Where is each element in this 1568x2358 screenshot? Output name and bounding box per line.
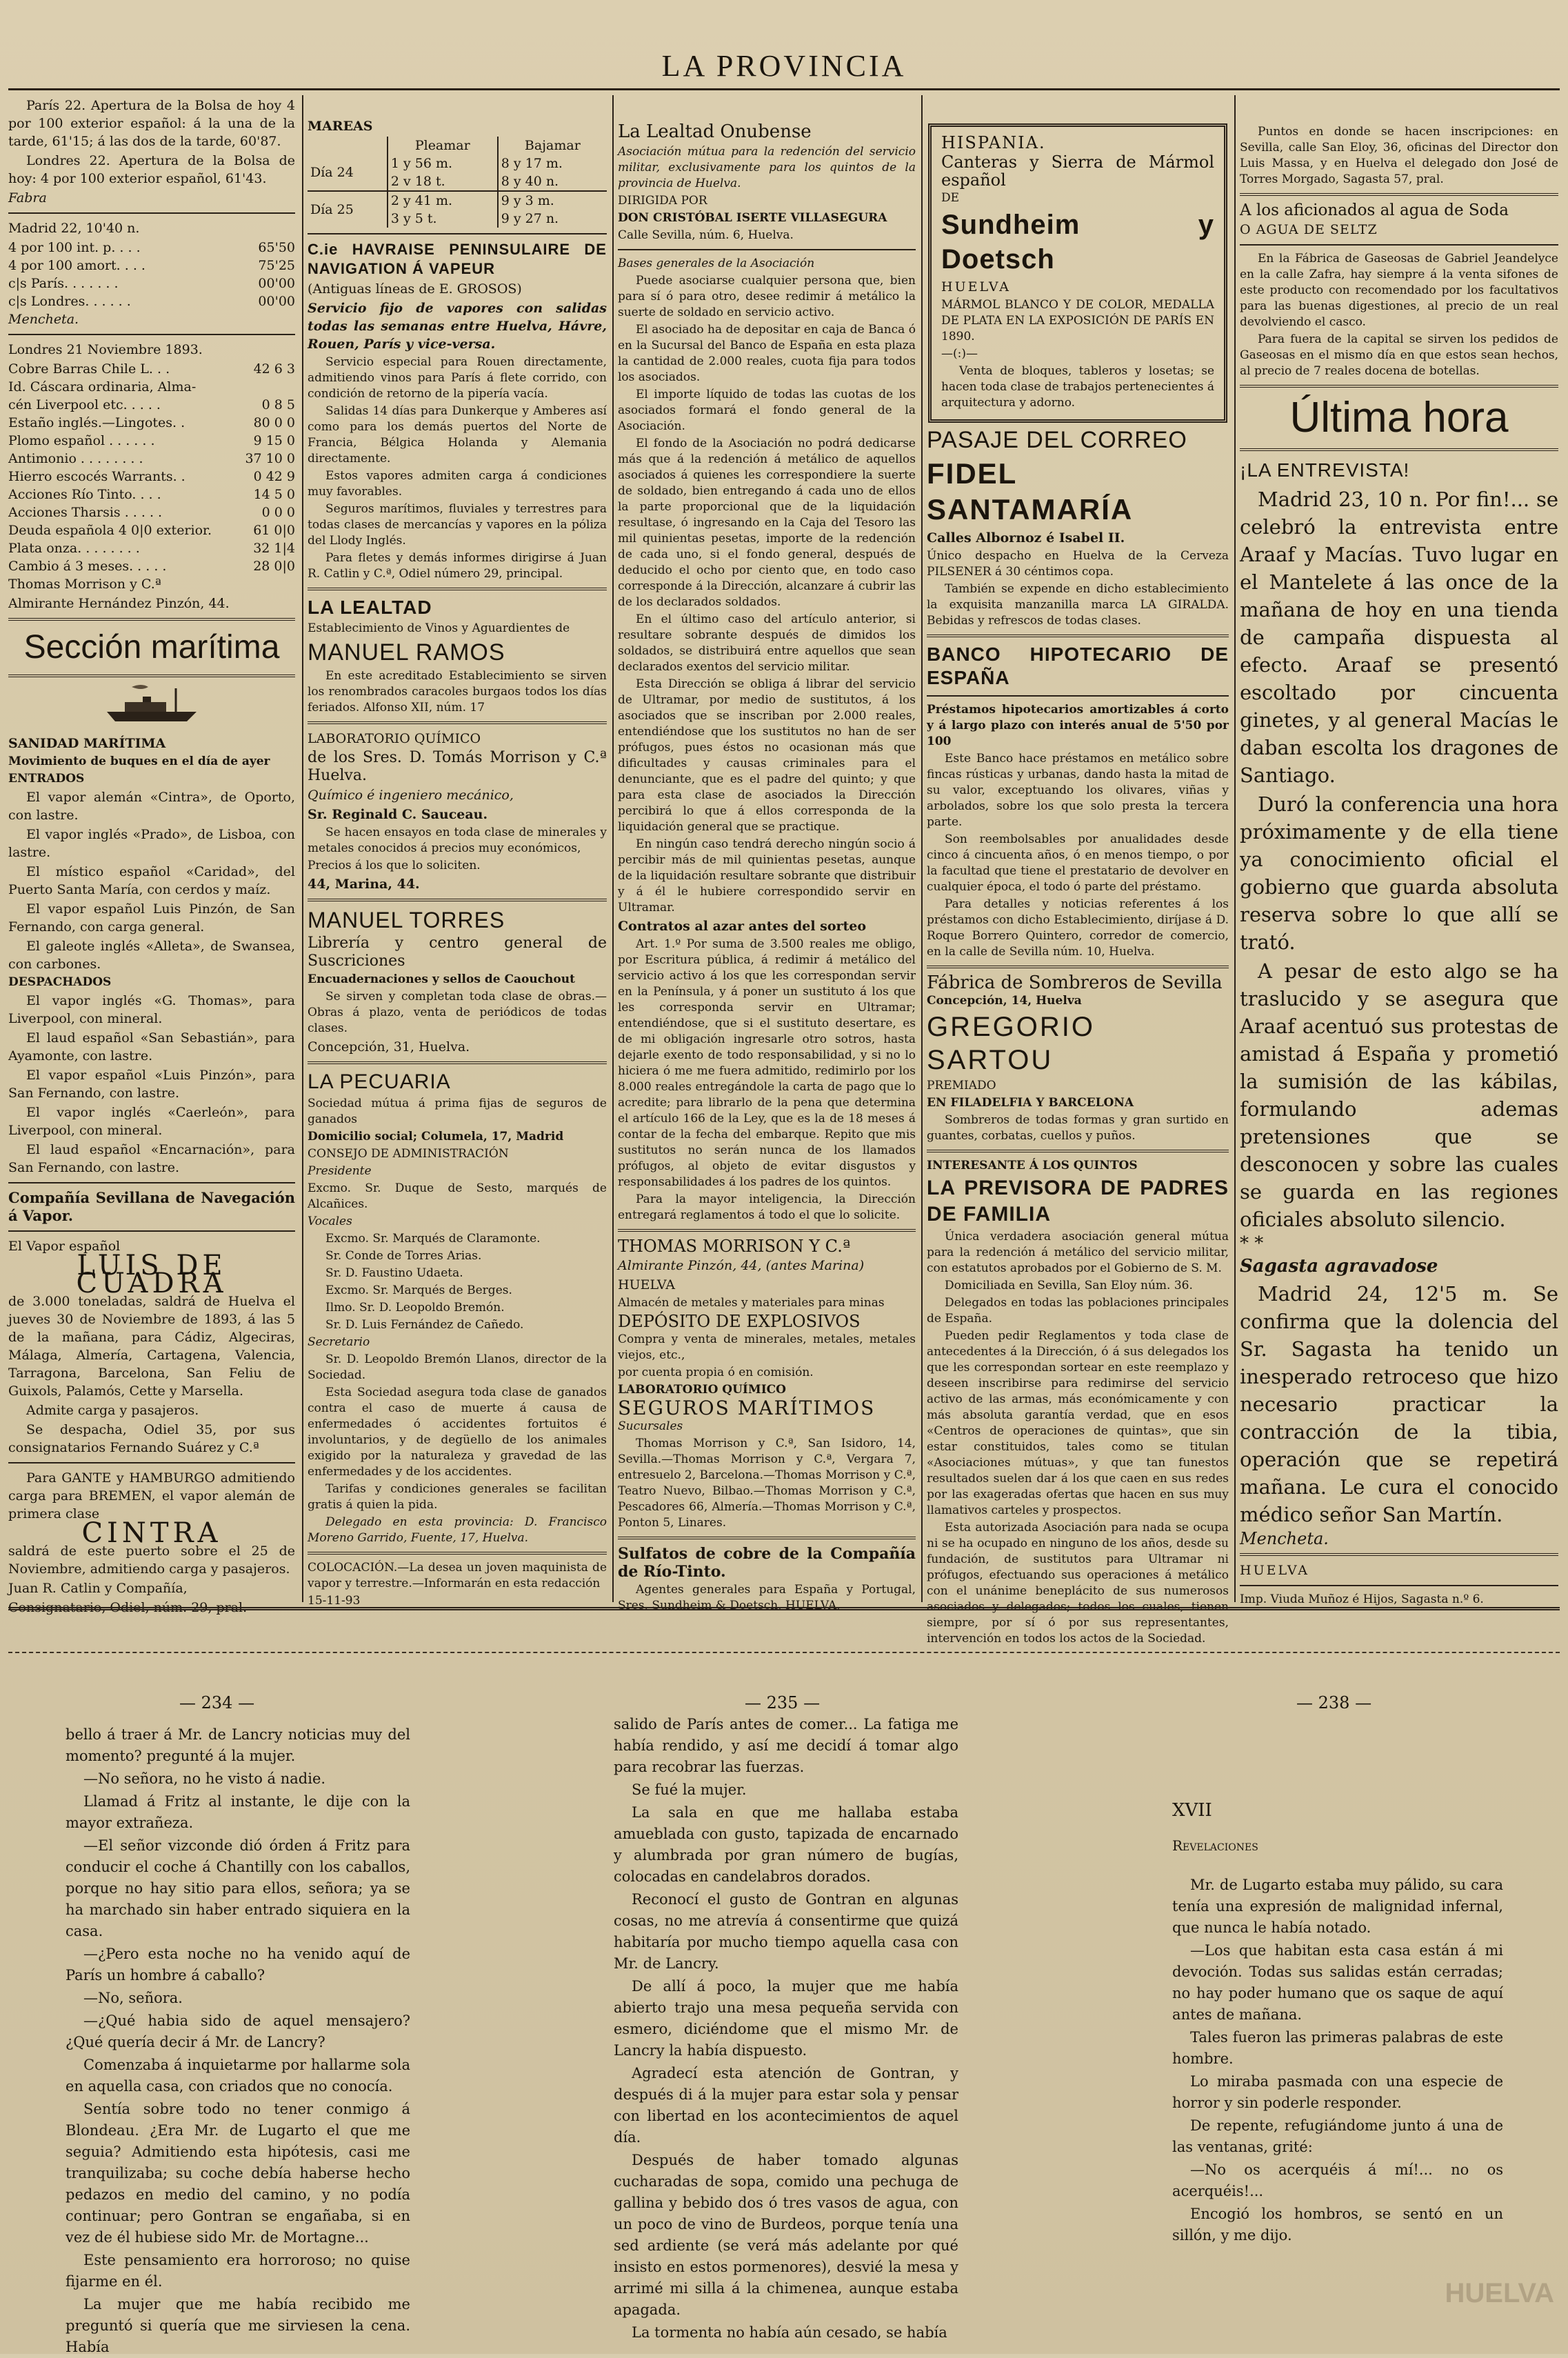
previsora-paragraphs — [927, 1229, 1229, 1647]
paragraph: Después de haber tomado algunas cucharadas de sopa, comido una pechuga de gallina y bebido dos ó tres vasos de agua, con un poco de vino de Burdeos, porque tenía una sed ardiente (se verá más adelante por qué insisto en estos pormenores), desvié la mesa y arrimé mi silla á la chimenea, aunque estaba apagada. — [614, 2152, 958, 2318]
masthead: LA PROVINCIA — [661, 49, 907, 83]
compania-sevillana: Compañía Sevillana de Navegación á Vapor. — [8, 1189, 295, 1224]
quote-row — [8, 503, 295, 521]
quote-row — [8, 468, 295, 486]
quote-row — [8, 274, 295, 292]
paragraph: El importe líquido de todas las cuotas de los asociados formará el fondo general de la Asociación. — [618, 388, 916, 433]
gregorio-sartou: GREGORIO SARTOU — [927, 1012, 1096, 1075]
paragraph: Este pensamiento era horroroso; no quise fijarme en él. — [66, 2252, 410, 2290]
paragraph: A pesar de esto algo se ha traslucido y se asegura que Araaf acentuó sus protestas de amistad á España y prometió la sumisión de las kábilas, formulando ademas pretensiones que se desconocen y sobre las cuales se guarda en las regiones oficiales absoluto silencio. — [1240, 959, 1558, 1231]
paragraph: Lo miraba pasmada con una especie de horror y sin poderle responder. — [1172, 2073, 1503, 2111]
archive-watermark: HUELVA — [1445, 2278, 1554, 2308]
quote-row — [8, 450, 295, 468]
quote-label: Hierro escocés Warrants. . — [8, 469, 185, 484]
londres-date: Londres 21 Noviembre 1893. — [8, 342, 203, 357]
page-number-238: — 238 — — [1296, 1693, 1372, 1712]
quote-label: Plomo español . . . . . . — [8, 433, 155, 448]
list-item: El laud español «San Sebastián», para Ayamonte, con lastre. — [8, 1030, 295, 1063]
paragraph: Delegados en todas las poblaciones principales de España. — [927, 1296, 1229, 1326]
quote-value: 0 8 5 — [261, 397, 295, 412]
lab-title: LABORATORIO QUÍMICO — [308, 731, 481, 746]
column-market-maritime — [8, 97, 295, 1615]
fidel-santamaria: FIDEL SANTAMARÍA — [927, 457, 1134, 526]
sundheim-doetsch: Sundheim y Doetsch — [941, 210, 1214, 274]
torres-title: MANUEL TORRES — [308, 908, 505, 932]
quote-row — [8, 539, 295, 557]
paragraph: El fondo de la Asociación no podrá dedicarse más que á la redención á metálico de aquellos asociados á quienes les correspondiere la suerte de soldado, bien entregando á cada uno de ellos la parte proporcional que de la liquidación resultase, ó ingresando en la Caja del Tesoro las mil quinientas pesetas, importe de la redención de cada uno, si el fondo general, después de deducido el ocho por ciento que, en todo caso corresponde á la Dirección, alcanzare á cubrir las de los declarados soldados. — [618, 437, 916, 609]
quote-row — [8, 414, 295, 432]
column-ultima-hora: Puntos en donde se hacen inscripciones: en Sevilla, calle San Eloy, 36, oficinas del Director don Luis Massa, y en Huelva el delegado don José de Torres Morgado, Sagasta 57, pral. A los aficionados al agua de Soda O AGUA DE SELTZ En la Fábrica de Gaseosas de Gabriel Jeandelyce en la calle Zafra, hay siempre á la venta sifones de este producto con recomendado por los facultativos para las buenas digestiones, al precio de un real devolviendo el casco. Para fuera de la capital se sirven los pedidos de Gaseosas en el mismo día en que estos sean hechos, al precio de 7 reales docena de botellas. Última hora ¡LA ENTREVISTA! Madrid 23, 10 n. Por fin!... se celebró la entrevista entre Araaf y Macías. Tuvo lugar en el Mantelete á las once de la mañana de hoy en una tienda de campaña dispuesta al efecto. Araaf se presentó escoltado por cincuenta ginetes, y al general Macías le daban escolta los dragones de Santiago. Duró la conferencia una hora próximamente y de ella tiene ya conocimiento oficial el gobierno que guarda absoluta reserva sobre lo que allí se trató. A pesar de esto algo se ha traslucido y se asegura que Araaf acentuó sus protestas de amistad á España y prometió la sumisión de las kábilas, formulando ademas pretensiones que se desconocen y sobre las cuales se guarda en las regiones oficiales absoluto silencio. * * Sagasta agravadose Madrid 24, 12'5 m. Se confirma que la dolencia del Sr. Sagasta ha tenido un inesperado retroceso que hizo necesario practicar la contracción de la tibia, operación que se repetirá mañana. Le cura el conocido médico señor San Martín. Mencheta. HUELVA Imp. Viuda Muñoz é Hijos, Sagasta n.º 6. — [1240, 125, 1558, 1606]
quote-value: 28 0|0 — [253, 559, 295, 574]
paragraph: El asociado ha de depositar en caja de Banca ó en la Sucursal del Banco de España en esta plaza la cantidad de 2.000 reales, cuota fija para todos los asociados. — [618, 323, 916, 384]
entrevista-paragraphs — [1240, 486, 1558, 1233]
column-rule — [302, 95, 303, 1602]
mareas-title: MAREAS — [308, 119, 373, 134]
quote-row — [8, 557, 295, 575]
quote-row — [8, 257, 295, 274]
page-number-234: — 234 — — [179, 1693, 255, 1712]
paragraph: Puede asociarse cualquier persona que, bien para sí ó para otro, desee redimir á metálico la suerte de soldado en servicio activo. — [618, 274, 916, 319]
paragraph: Duró la conferencia una hora próximamente y de ella tiene ya conocimiento oficial el gobierno que guarda absoluta reserva sobre lo que allí se trató. — [1240, 792, 1558, 954]
steamship-icon — [100, 683, 203, 724]
agents-address: Almirante Hernández Pinzón, 44. — [8, 596, 230, 611]
quote-value: 80 0 0 — [253, 415, 295, 430]
paragraph: salido de París antes de comer... La fatiga me había rendido, y así me decidí á tomar algo para recobrar las fuerzas. — [614, 1716, 958, 1775]
chapter-number: XVII — [1172, 1800, 1212, 1821]
madrid-date: Madrid 22, 10'40 n. — [8, 221, 140, 236]
day-24: Día 24 — [310, 165, 354, 180]
quote-label: c|s Londres. . . . . . — [8, 294, 131, 309]
bajamar-label: Bajamar — [498, 137, 607, 154]
london-quotes — [8, 360, 295, 575]
cuadra-text2: Admite carga y pasajeros. — [26, 1403, 199, 1418]
quote-label: c|s París. . . . . . . — [8, 276, 119, 291]
paragraph: Reconocí el gusto de Gontran en algunas cosas, no me atrevía á consentirme que quizá habitaría por mucho tiempo aquella casa con Mr. de Lancry. — [614, 1891, 958, 1972]
folletin-page-234 — [66, 1724, 410, 2355]
quote-label: cén Liverpool etc. . . . . — [8, 397, 161, 412]
paragraph: Madrid 23, 10 n. Por fin!... se celebró la entrevista entre Araaf y Macías. Tuvo lugar en el Mantelete á las once de la mañana de hoy en una tienda de campaña dispuesta al efecto. Araaf se presentó escoltado por cincuenta ginetes, y al general Macías le daban escolta los dragones de Santiago. — [1240, 488, 1558, 787]
paragraph: De repente, refugiándome junto á una de las ventanas, grité: — [1172, 2117, 1503, 2155]
paragraph: Comenzaba á inquietarme por hallarme sola en aquella casa, con criados que no conocía. — [66, 2057, 410, 2095]
paragraph: Se fué la mujer. — [632, 1781, 747, 1798]
quote-row — [8, 378, 295, 396]
paragraph: Mr. de Lugarto estaba muy pálido, su cara tenía una expresión de malignidad infernal, que nunca le había notado. — [1172, 1877, 1503, 1936]
quote-value: 75'25 — [258, 258, 295, 273]
chapter-text — [1172, 1875, 1503, 2246]
folletin-rule — [8, 1607, 1560, 1610]
quote-label: Id. Cáscara ordinaria, Alma- — [8, 379, 197, 394]
ship-illustration — [8, 683, 295, 729]
list-item: Excmo. Sr. Marqués de Claramonte. — [325, 1232, 541, 1246]
paragraph: Agradecí esta atención de Gontran, y después di á la mujer para estar sola y pensar con libertad en los acontecimientos de aquel día. — [614, 2065, 958, 2146]
quote-row — [8, 486, 295, 503]
quote-row — [8, 239, 295, 257]
quote-row — [8, 292, 295, 310]
quote-value: 00'00 — [258, 276, 295, 291]
quote-value: 0 0 0 — [261, 505, 295, 520]
quote-row — [8, 396, 295, 414]
cie-service: Servicio fijo de vapores con salidas todas las semanas entre Huelva, Hávre, Rouen, París y vice-versa. — [308, 301, 607, 352]
list-item: El vapor inglés «Prado», de Lisboa, con lastre. — [8, 827, 295, 860]
masthead-rule — [8, 88, 1560, 90]
column-lealtad-onubense: La Lealtad Onubense Asociación mútua para la redención del servicio militar, exclusivamente para los quintos de la provincia de Huelva. DIRIGIDA POR DON CRISTÓBAL ISERTE VILLASEGURA Calle Sevilla, núm. 6, Huelva. Bases generales de la Asociación Puede asociarse cualquier persona que, bien para sí ó para otro, desee redimir á metálico la suerte de soldado en servicio activo. El asociado ha de depositar en caja de Banca ó en la Sucursal del Banco de España en esta plaza la cantidad de 2.000 reales, cuota fija para todos los asociados. El importe líquido de todas las cuotas de los asociados formará el fondo general de la Asociación. El fondo de la Asociación no podrá dedicarse más que á la redención á metálico de aquellos asociados á quienes les correspondiere la suerte de soldado, bien entregando á cada uno de ellos la parte proporcional que de la liquidación resultase, ó ingresando en la Caja del Tesoro las mil quinientas pesetas, importe de la redención de cada uno, si el fondo general, después de deducido el ocho por ciento que, en todo caso corresponde á la Dirección, alcanzare á cubrir las de los declarados soldados. En el último caso del artículo anterior, si resultare sobrante después de dimidos los soldados, se distribuirá entre aquellos que sean declarados exentos del servicio militar. Esta Dirección se obliga á librar del servicio de Ultramar, por medio de sustitutos, á los asociados que se inscriban por 2.000 reales, entendiéndose que los sustitutos no han de ser prófugos, pues éstos no ocasionan más que dificultades y causas criminales para el denunciante, que es el padre del quinto; y que para esta clase de asociados la Dirección percibirá lo que á ellos corresponda de la liquidación general que se practique. En ningún caso tendrá derecho ningún socio á percibir más de mil quinientas pesetas, aunque de la liquidación resultare sobrante que distribuir y á él le hubiere correspondido servir en Ultramar. Contratos al azar antes del sorteo Art. 1.º Por suma de 3.500 reales me obligo, por Escritura pública, á redimir á metálico del servicio activo á los que les correspondan servir en la Península, y á poner un sustituto á los que les corresponda servir en Ultramar; entendiéndose, que si el sustituto desertare, es de mi obligación ingresarle otro sotros, hasta dejarle exento de todo responsabilidad, y si no lo hiciera ó me me fuera admitido, redimirlo por los 8.000 reales entregándole la carta de pago que lo acredite; para librarlo de la pena que determina el artículo 166 de la Ley, que es la de 18 meses á contar de la fecha del embarque. Repito que mis sustitutos no serán nunca de los llamados prófugos, al objeto de evitar disgustos y responsabilidades á los padres de los quintos. Para la mayor inteligencia, la Dirección entregará reglamentos á todo el que lo solicite. THOMAS MORRISON Y C.ª Almirante Pinzón, 44, (antes Marina) HUELVA Almacén de metales y materiales para minas DEPÓSITO DE EXPLOSIVOS Compra y venta de minerales, metales, metales viejos, etc., por cuenta propia ó en comisión. LABORATORIO QUÍMICO SEGUROS MARÍTIMOS Sucursales Thomas Morrison y C.ª, San Isidoro, 14, Sevilla.—Thomas Morrison y C.ª, Vergara 7, entresuelo 2, Barcelona.—Thomas Morrison y C.ª, Teatro Nuevo, Bilbao.—Thomas Morrison y C.ª, Pescadores 66, Almería.—Thomas Morrison y C.ª, Ponton 5, Linares. Sulfatos de cobre de la Compañía de Río-Tinto. Agentes generales para España y Portugal, Sres. Sundheim & Doetsch. HUELVA. — [618, 121, 916, 1612]
sagasta-heading: Sagasta agravadose — [1240, 1256, 1438, 1277]
movimiento: Movimiento de buques en el día de ayer — [8, 755, 270, 768]
quote-label: Acciones Tharsis . . . . . — [8, 505, 163, 520]
paragraph: Para detalles y noticias referentes á los préstamos con dicho Establecimiento, diríjase á D. Roque Borrero Quintero, corredor de comercio, en la calle de Sevilla núm. 10, Huelva. — [927, 897, 1229, 959]
paragraph: —Los que habitan esta casa están á mi devoción. Todas sus salidas están cerradas; no hay poder humano que os saque de aquí antes de mañana. — [1172, 1942, 1503, 2023]
quote-value: 00'00 — [258, 294, 295, 309]
quote-label: Antimonio . . . . . . . . — [8, 451, 143, 466]
paragraph: —¿Pero esta noche no ha venido aquí de París un hombre á caballo? — [66, 1946, 410, 1984]
ship-luis-de-cuadra: LUIS DE CUADRA — [76, 1250, 228, 1299]
agents: Thomas Morrison y C.ª — [8, 577, 161, 592]
entrados-heading: ENTRADOS — [8, 772, 85, 786]
folletin-page-235 — [614, 1714, 958, 2341]
ultima-hora-title: Última hora — [1289, 394, 1509, 441]
paragraph: Domiciliada en Sevilla, San Eloy núm. 36. — [945, 1279, 1193, 1292]
column-mareas-ads: MAREAS Pleamar Bajamar Día 24 1 y 56 m. 8 y 17 m. 2 v 18 t. 8 y 40 n. Día 25 2 y 41 m. 9 y 3 m. 3 y 5 t. 9 y 27 n. C.ie HAVRAISE PENINSULAIRE DE NAVIGATION Á VAPEUR (Antiguas líneas de E. GROSOS) Servicio fijo de vapores con salidas todas las semanas entre Huelva, Hávre, Rouen, París y vice-versa. Servicio especial para Rouen directamente, admitiendo vinos para París á flete corrido, con condición de retorno de la pipería vacía. Salidas 14 días para Dunkerque y Amberes así como para los demás puertos del Norte de Francia, Bélgica Holanda y Alemania directamente. Estos vapores admiten carga á condiciones muy favorables. Seguros marítimos, fluviales y terrestres para todas clases de mercancías y vapores en la póliza del Llody Inglés. Para fletes y demás informes dirigirse á Juan R. Catlin y C.ª, Odiel número 29, principal. LA LEALTAD Establecimiento de Vinos y Aguardientes de MANUEL RAMOS En este acreditado Establecimiento se sirven los renombrados caracoles burgaos todos los días feriados. Alfonso XII, núm. 17 LABORATORIO QUÍMICO de los Sres. D. Tomás Morrison y C.ª Huelva. Químico é ingeniero mecánico, Sr. Reginald C. Sauceau. Se hacen ensayos en toda clase de minerales y metales conocidos á precios muy económicos, Precios á los que lo soliciten. 44, Marina, 44. MANUEL TORRES Librería y centro general de Suscriciones Encuadernaciones y sellos de Caouchout Se sirven y completan toda clase de obras.—Obras á plazo, venta de periódicos de todas clases. Concepción, 31, Huelva. LA PECUARIA Sociedad mútua á prima fijas de seguros de ganados Domicilio social; Columela, 17, Madrid CONSEJO DE ADMINISTRACIÓN Presidente Excmo. Sr. Duque de Sesto, marqués de Alcañices. Vocales Excmo. Sr. Marqués de Claramonte. Sr. Conde de Torres Arias. Sr. D. Faustino Udaeta. Excmo. Sr. Marqués de Berges. Ilmo. Sr. D. Leopoldo Bremón. Sr. D. Luis Fernández de Cañedo. Secretario Sr. D. Leopoldo Bremón Llanos, director de la Sociedad. Esta Sociedad asegura toda clase de ganados contra el caso de muerte á causa de enfermedades ó accidentes fortuitos é involuntarios, y de degüello de los animales exigido por la naturaleza y gravedad de las enfermedades y de los accidentes. Tarifas y condiciones generales se facilitan gratis á quien la pida. Delegado en esta provincia: D. Francisco Moreno Garrido, Fuente, 17, Huelva. COLOCACIÓN.—La desea un joven maquinista de vapor y terrestre.—Informarán en esta redacción 15-11-93 — [308, 119, 607, 1608]
ship-cintra: CINTRA — [81, 1517, 222, 1549]
paragraph: —¿Qué habia sido de aquel mensajero? ¿Qué quería decir á Mr. de Lancry? — [66, 2012, 410, 2050]
quote-label: Estaño inglés.—Lingotes. . — [8, 415, 185, 430]
paragraph: —No, señora. — [83, 1990, 183, 2006]
sanidad-title: SANIDAD MARÍTIMA — [8, 736, 166, 751]
list-item: El vapor alemán «Cintra», de Oporto, con lastre. — [8, 790, 295, 823]
lealtad-name: MANUEL RAMOS — [308, 639, 505, 666]
vocales-list — [308, 1231, 607, 1333]
folletin-cut-line — [8, 1652, 1560, 1653]
paragraph: Tales fueron las primeras palabras de este hombre. — [1172, 2029, 1503, 2067]
quote-label: Cambio á 3 meses. . . . . — [8, 559, 167, 574]
list-item: Ilmo. Sr. D. Leopoldo Bremón. — [325, 1301, 505, 1315]
list-item: El místico español «Caridad», del Puerto Santa María, con cerdos y maíz. — [8, 864, 295, 897]
despachados-heading: DESPACHADOS — [8, 975, 112, 989]
quote-row — [8, 521, 295, 539]
list-item: El vapor español «Luis Pinzón», para San Fernando, con lastre. — [8, 1068, 295, 1101]
column-rule — [921, 95, 923, 1602]
page-number-235: — 235 — — [745, 1693, 821, 1712]
signature-fabra: Fabra — [8, 190, 47, 206]
paragraph: La sala en que me hallaba estaba amueblada con gusto, tapizada de encarnado y alumbrada por gran número de bugías, colocadas en candelabros dorados. — [614, 1804, 958, 1885]
column-commercial-ads: HISPANIA. Canteras y Sierra de Mármol español DE Sundheim y Doetsch HUELVA MÁRMOL BLANCO Y DE COLOR, MEDALLA DE PLATA EN LA EXPOSICIÓN DE PARÍS EN 1890. —(:)— Venta de bloques, tableros y losetas; se hacen toda clase de trabajos pertenecientes á arquitectura y adorno. PASAJE DEL CORREO FIDEL SANTAMARÍA Calles Albornoz é Isabel II. Único despacho en Huelva de la Cerveza PILSENER á 30 céntimos copa. También se expende en dicho establecimiento la exquisita manzanilla marca LA GIRALDA. Bebidas y refrescos de todas clases. BANCO HIPOTECARIO DE ESPAÑA Préstamos hipotecarios amortizables á corto y á largo plazo con interés anual de 5'50 por 100 Este Banco hace préstamos en metálico sobre fincas rústicas y urbanas, dando hasta la mitad de su valor, exceptuando los olivares, viñas y arbolados, sobre los que solo presta la tercera parte. Son reembolsables por anualidades desde cinco á cincuenta años, ó en menos tiempo, o por la facultad que tiene el prestatario de devolver en cualquier época, el todo ó parte del préstamo. Para detalles y noticias referentes á los préstamos con dicho Establecimiento, diríjase á D. Roque Borrero Quintero, corredor de comercio, en la calle de Sevilla núm. 10, Huelva. Fábrica de Sombreros de Sevilla Concepción, 14, Huelva GREGORIO SARTOU PREMIADO EN FILADELFIA Y BARCELONA Sombreros de todas formas y gran surtido en guantes, corbatas, cuellos y puños. INTERESANTE Á LOS QUINTOS LA PREVISORA DE PADRES DE FAMILIA Única verdadera asociación general mútua para la redención á metálico del servicio militar, con estatutos aprobados por el Gobierno de S. M. Domiciliada en Sevilla, San Eloy núm. 36. Delegados en todas las poblaciones principales de España. Pueden pedir Reglamentos y toda clase de antecedentes á la Dirección, ó á sus delegados los que les correspondan sortear en este reemplazo y deseen inscribirse para redimirse del servicio activo de las armas, más económicamente y con más absoluta garantía verdad, que en esos «Centros de operaciones de quintas», que sin estar constituidos, tales como se titulan «Asociaciones mútuas», y que tan funestos resultados suelen dar á los que caen en sus redes por las exageradas ofertas que hacen en sus muy llamativos carteles y prospectos. Esta autorizada Asociación para nada se ocupa ni se ha ocupado en ninguno de los años, desde su fundación, de sustitutos para Ultramar ni prófugos, efectuando sus operaciones á metálico con el unánime beneplácito de sus numerosos asociados y delegados; todos los cuales, tienen siempre, por sí ó por sus representantes, intervención en todos los actos de la Sociedad. — [927, 121, 1229, 1600]
cintra-text: saldrá de este puerto sobre el 25 de Noviembre, admitiendo carga y pasajeros. — [8, 1543, 295, 1577]
paragraph: Llamad á Fritz al instante, le dije con la mayor extrañeza. — [66, 1793, 410, 1831]
paragraph: Esta Dirección se obliga á librar del servicio de Ultramar, por medio de sustitutos, á los asociados que se inscriban por 2.000 reales, entendiéndose que los sustitutos no han de ser prófugos, pues éstos no ocasionan más que dificultades y causas criminales para el denunciante, que es el padre del quinto; y que para esta clase de asociados la Dirección percibirá lo que á ellos corresponda de la liquidación general que se practique. — [618, 677, 916, 834]
quote-value: 32 1|4 — [253, 541, 295, 556]
pleamar-label: Pleamar — [388, 137, 498, 154]
paragraph: Esta autorizada Asociación para nada se ocupa ni se ha ocupado en ninguno de los años, desde su fundación, de sustitutos para Ultramar ni prófugos, efectuando sus operaciones á metálico con el unánime beneplácito de sus numerosos asociados y delegados; todos los cuales, tienen siempre, por sí ó por sus representantes, intervención en todos los actos de la Sociedad. — [927, 1521, 1229, 1646]
paragraph: Única verdadera asociación general mútua para la redención á metálico del servicio militar, con estatutos aprobados por el Gobierno de S. M. — [927, 1230, 1229, 1275]
banco-paragraphs — [927, 751, 1229, 960]
list-item: El vapor inglés «G. Thomas», para Liverpool, con mineral. — [8, 993, 295, 1026]
paragraph: De allí á poco, la mujer que me había abierto trajo una mesa pequeña servida con esmero, diciéndome que el mismo Mr. de Lancry la había dispuesto. — [614, 1978, 958, 2059]
quote-value: 37 10 0 — [245, 451, 295, 466]
colocacion: COLOCACIÓN.—La desea un joven maquinista de vapor y terrestre.—Informarán en esta redacción — [308, 1561, 607, 1590]
entrados-list — [8, 788, 295, 973]
list-item: Sr. D. Luis Fernández de Cañedo. — [325, 1318, 524, 1332]
day-25: Día 25 — [308, 191, 388, 228]
signature-mencheta: Mencheta. — [8, 312, 79, 327]
quote-value: 14 5 0 — [253, 487, 295, 502]
banco-hipotecario: BANCO HIPOTECARIO DE ESPAÑA — [927, 643, 1229, 688]
cie-havraise-title: C.ie HAVRAISE PENINSULAIRE DE NAVIGATION Á VAPEUR — [308, 241, 607, 277]
paragraph: En ningún caso tendrá derecho ningún socio á percibir más de mil quinientas pesetas, aunque de la liquidación resultare sobrante que distribuir y á él le hubiere correspondido servir en Ultramar. — [618, 837, 916, 915]
cie-sub: (Antiguas líneas de E. GROSOS) — [308, 281, 522, 297]
paragraph: Sentía sobre todo no tener conmigo á Blondeau. ¿Era Mr. de Lugarto el que me seguia? Admitiendo esta hipótesis, casi me tranquilizaba; su coche debía haberse hecho pedazos en medio del camino, y no podía continuar; pero Gontran se engañaba, si en vez de él hubiese sido Mr. de Mortagne... — [66, 2101, 410, 2246]
list-item: El vapor inglés «Caerleón», para Liverpool, con mineral. — [8, 1105, 295, 1138]
la-previsora: LA PREVISORA DE PADRES DE FAMILIA — [927, 1177, 1229, 1226]
cuadra-text3: Se despacha, Odiel 35, por sus consignatarios Fernando Suárez y C.ª — [8, 1422, 295, 1455]
paragraph: La mujer que me había recibido me preguntó si quería que me sirviesen la cena. Había — [66, 2296, 410, 2355]
paragraph: La tormenta no había aún cesado, se había — [632, 2324, 947, 2341]
paragraph: bello á traer á Mr. de Lancry noticias muy del momento? pregunté á la mujer. — [66, 1726, 410, 1764]
pecuaria-title: LA PECUARIA — [308, 1070, 451, 1093]
paragraph: Encogió los hombros, se sentó en un sillón, y me dijo. — [1172, 2206, 1503, 2244]
cintra-agent: Juan R. Catlin y Compañía, — [8, 1581, 188, 1596]
quote-value: 42 6 3 — [253, 361, 295, 377]
imprenta: Imp. Viuda Muñoz é Hijos, Sagasta n.º 6. — [1240, 1592, 1484, 1606]
cuadra-pre: El Vapor español — [8, 1239, 121, 1254]
paragraph: Son reembolsables por anualidades desde cinco á cincuenta años, ó en menos tiempo, o por la facultad que tiene el prestatario de devolver en cualquier época, el todo ó parte del préstamo. — [927, 832, 1229, 894]
morrison-title: THOMAS MORRISON Y C.ª — [618, 1237, 851, 1256]
quote-label: Deuda española 4 0|0 exterior. — [8, 523, 212, 538]
quote-row — [8, 432, 295, 450]
gante-text: Para GANTE y HAMBURGO admitiendo carga para BREMEN, el vapor alemán de primera clase — [8, 1470, 295, 1521]
hispania-ad: HISPANIA. Canteras y Sierra de Mármol español DE Sundheim y Doetsch HUELVA MÁRMOL BLANCO Y DE COLOR, MEDALLA DE PLATA EN LA EXPOSICIÓN DE PARÍS EN 1890. —(:)— Venta de bloques, tableros y losetas; se hacen toda clase de trabajos pertenecientes á arquitectura y adorno. — [928, 123, 1227, 423]
folletin-page-238 — [1172, 1800, 1503, 2331]
paragraph: —No os acerquéis á mí!... no os acerquéis!... — [1172, 2161, 1503, 2199]
paragraph: —El señor vizconde dió órden á Fritz para conducir el coche á Chantilly con los caballos, porque no hay sitio para ellos, señora; ya se ha marchado sin haber entrado siquiera en la casa. — [66, 1837, 410, 1939]
quote-label: Cobre Barras Chile L. . . — [8, 361, 170, 377]
column-rule — [612, 95, 614, 1602]
quote-label: Plata onza. . . . . . . . — [8, 541, 140, 556]
quote-value: 65'50 — [258, 240, 295, 255]
tide-table: Pleamar Bajamar Día 24 1 y 56 m. 8 y 17 m. 2 v 18 t. 8 y 40 n. Día 25 2 y 41 m. 9 y 3 m. 3 y 5 t. 9 y 27 n. — [308, 137, 607, 228]
bases-list — [618, 273, 916, 916]
paragraph: —No señora, no he visto á nadie. — [83, 1770, 326, 1787]
list-item: El vapor español Luis Pinzón, de San Fernando, con carga general. — [8, 901, 295, 935]
paragraph: En el último caso del artículo anterior, si resultare sobrante después de dimidos los soldados, se distribuirá entre aquellos que sean declarados exentos del servicio militar. — [618, 612, 916, 674]
paragraph: Pueden pedir Reglamentos y toda clase de antecedentes á la Dirección, ó á sus delegados los que les correspondan sortear en este reemplazo y deseen inscribirse para redimirse del servicio activo de las armas, más económicamente y con más absoluta garantía verdad, que en esos «Centros de operaciones de quintas», que sin estar constituidos, tales como se titulan «Asociaciones mútuas», y que tan funestos resultados suelen dar á los que caen en sus redes por las exageradas ofertas que hacen en sus muy llamativos carteles y prospectos. — [927, 1329, 1229, 1517]
column-rule — [1234, 95, 1236, 1602]
pasaje-correo: PASAJE DEL CORREO — [927, 427, 1187, 453]
lealtad-onubense-title: La Lealtad Onubense — [618, 121, 812, 142]
quote-label: 4 por 100 int. p. . . . — [8, 240, 141, 255]
quote-value: 9 15 0 — [253, 433, 295, 448]
bolsa-paris: París 22. Apertura de la Bolsa de hoy 4 por 100 exterior español: á la una de la tarde, 61'15; á las dos de la tarde, 60'87. — [8, 98, 295, 149]
lealtad-title: LA LEALTAD — [308, 597, 432, 618]
list-item: Excmo. Sr. Marqués de Berges. — [325, 1283, 512, 1297]
quote-label: Acciones Río Tinto. . . . — [8, 487, 161, 502]
paragraph: Este Banco hace préstamos en metálico sobre fincas rústicas y urbanas, dando hasta la mitad de su valor, exceptuando los olivares, viñas y arbolados, sobre los que solo presta la tercera parte. — [927, 752, 1229, 829]
bolsa-londres: Londres 22. Apertura de la Bolsa de hoy: 4 por 100 exterior español, 61'43. — [8, 153, 295, 186]
list-item: El laud español «Encarnación», para San Fernando, con lastre. — [8, 1142, 295, 1175]
fabrica-sombreros: Fábrica de Sombreros de Sevilla — [927, 972, 1223, 993]
list-item: Sr. Conde de Torres Arias. — [325, 1249, 482, 1263]
quote-label: 4 por 100 amort. . . . — [8, 258, 145, 273]
section-maritime-title: Sección marítima — [23, 629, 280, 666]
quote-value: 0 42 9 — [253, 469, 295, 484]
madrid-quotes — [8, 239, 295, 310]
list-item: El galeote inglés «Alleta», de Swansea, con carbones. — [8, 939, 295, 972]
quote-value: 61 0|0 — [253, 523, 295, 538]
despachados-list — [8, 992, 295, 1177]
entrevista-heading: ¡LA ENTREVISTA! — [1240, 459, 1410, 481]
quote-row — [8, 360, 295, 378]
cuadra-text: de 3.000 toneladas, saldrá de Huelva el jueves 30 de Noviembre de 1893, á las 5 de la mañana, para Cádiz, Algeciras, Málaga, Almería, Cartagena, Valencia, Tarragona, Barcelona, San Feliu de Guixols, Palamós, Cette y Marsella. — [8, 1294, 295, 1399]
cintra-address: Consignatario, Odiel, núm. 29, pral. — [8, 1600, 248, 1615]
chapter-title: Revelaciones — [1172, 1837, 1258, 1854]
list-item: Sr. D. Faustino Udaeta. — [325, 1266, 463, 1280]
